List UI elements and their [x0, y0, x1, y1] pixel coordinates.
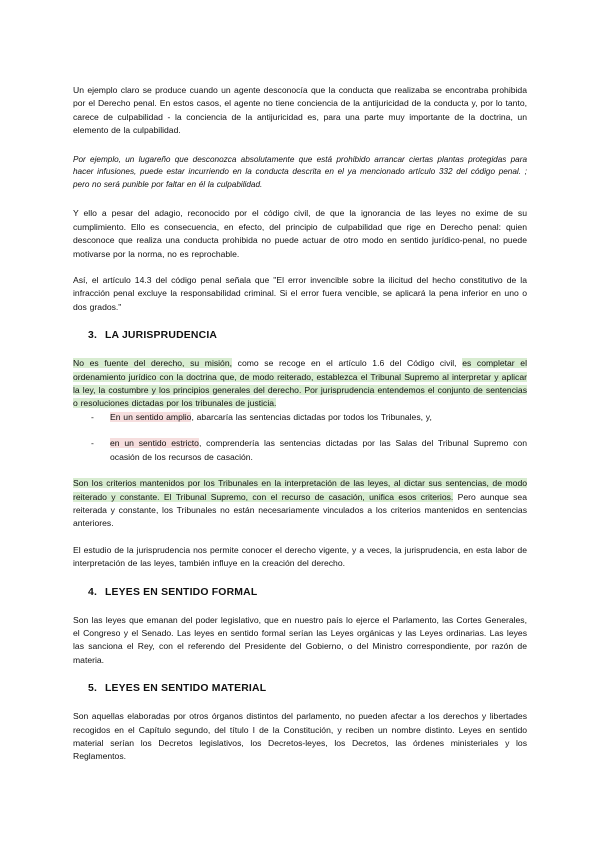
paragraph-jurisprudencia-definition [73, 357, 527, 411]
list-dash: - [91, 438, 94, 449]
section-title: LEYES EN SENTIDO MATERIAL [105, 683, 267, 695]
paragraph-error-example: Un ejemplo claro se produce cuando un agente desconocía que la conducta que realizaba se encontraba prohibida por el Derecho penal. En estos casos, el agente no tiene conciencia de la antijuricidad de la conducta y, por lo tanto, carece de culpabilidad - la conciencia de la antijuricidad es, para una parte muy importante de la doctrina, un elemento de la culpabilidad. [73, 85, 527, 136]
plain-text: , comprendería las sentencias dictadas por las Salas del Tribunal Supremo con ocasión de los recursos de casación. [110, 438, 527, 462]
section-number: 4. [88, 586, 98, 598]
paragraph-adagio: Y ello a pesar del adagio, reconocido por el código civil, de que la ignorancia de las leyes no exime de su cumplimiento. Ello es consecuencia, en efecto, del principio de culpabilidad que rige en Derecho penal: quien desconoce que realiza una conducta prohibida no puede actuar de otro modo en sentido jurídico-penal, no puede motivarse por la norma, no es reprochable. [73, 208, 527, 259]
paragraph-estudio-jurisprudencia: El estudio de la jurisprudencia nos permite conocer el derecho vigente, y a veces, la jurisprudencia, en esta labor de interpretación de las leyes, también influye en la creación del derecho. [73, 544, 527, 569]
highlighted-text: En un sentido amplio [110, 411, 192, 422]
paragraph-criterios [73, 477, 527, 531]
highlighted-text: en un sentido estricto [110, 438, 199, 449]
list-item [73, 411, 527, 424]
section-heading-leyes-formal [73, 587, 527, 598]
plain-text: , abarcaría las sentencias dictadas por todos los Tribunales, y, [191, 411, 432, 422]
list-item [73, 437, 527, 464]
list-dash: - [91, 411, 94, 422]
paragraph-example-italic: Por ejemplo, un lugareño que desconozca absolutamente que está prohibido arrancar ciertas plantas protegidas para hacer infusiones, puede estar incurriendo en la conducta descrita en el ya mencionado artículo 332 del código penal. ; pero no será punible por faltar en él la culpabilidad. [73, 154, 527, 189]
highlighted-text: Son los criterios mantenidos por los Tribunales en la interpretación de las leyes, al dictar sus sentencias, de modo reiterado y constante. El Tribunal Supremo, con el recurso de casación, unifica esos criterios. [73, 478, 527, 502]
section-title: LEYES EN SENTIDO FORMAL [105, 586, 258, 598]
plain-text: como se recoge en el artículo 1.6 del Código civil, [232, 358, 463, 369]
section-heading-leyes-material [73, 683, 527, 694]
section-number: 3. [88, 330, 98, 342]
paragraph-article-14-3: Así, el artículo 14.3 del código penal señala que "El error invencible sobre la ilicitud del hecho constitutivo de la infracción penal excluye la responsabilidad criminal. Si el error fuera vencible, se aplicará la pena inferior en uno o dos grados." [73, 275, 527, 312]
section-heading-jurisprudencia [73, 330, 527, 341]
plain-text: Pero aunque sea reiterada y constante, los Tribunales no están necesariamente vinculados a los criterios mantenidos en sentencias anteriores. [73, 491, 527, 529]
highlighted-text: es completar el ordenamiento jurídico con la doctrina que, de modo reiterado, establezca el Tribunal Supremo al interpretar y aplicar la ley, la costumbre y los principios generales del derecho. Por jurisprudencia entendemos el conjunto de sentencias o resoluciones dictadas por los tribunales de justicia. [73, 358, 527, 409]
paragraph-leyes-material: Son aquellas elaboradas por otros órganos distintos del parlamento, no pueden afectar a los derechos y libertades recogidos en el Capítulo segundo, del título I de la Constitución, y reciben un nombre distinto. Leyes en sentido material serían los Decretos legislativos, los Decretos-leyes, los Decretos, las órdenes ministeriales y los Reglamentos. [73, 711, 527, 762]
section-title: LA JURISPRUDENCIA [105, 330, 218, 342]
paragraph-leyes-formal: Son las leyes que emanan del poder legislativo, que en nuestro país lo ejerce el Parlamento, las Cortes Generales, el Congreso y el Senado. Las leyes en sentido formal serían las Leyes orgánicas y las Leyes ordinarias. Las leyes las sanciona el Rey, con el referendo del Presidente del Gobierno, o del Ministro correspondiente, por razón de materia. [73, 614, 527, 665]
highlighted-text: No es fuente del derecho, su misión, [73, 358, 233, 369]
section-number: 5. [88, 683, 98, 695]
jurisprudencia-senses-list [73, 411, 527, 464]
